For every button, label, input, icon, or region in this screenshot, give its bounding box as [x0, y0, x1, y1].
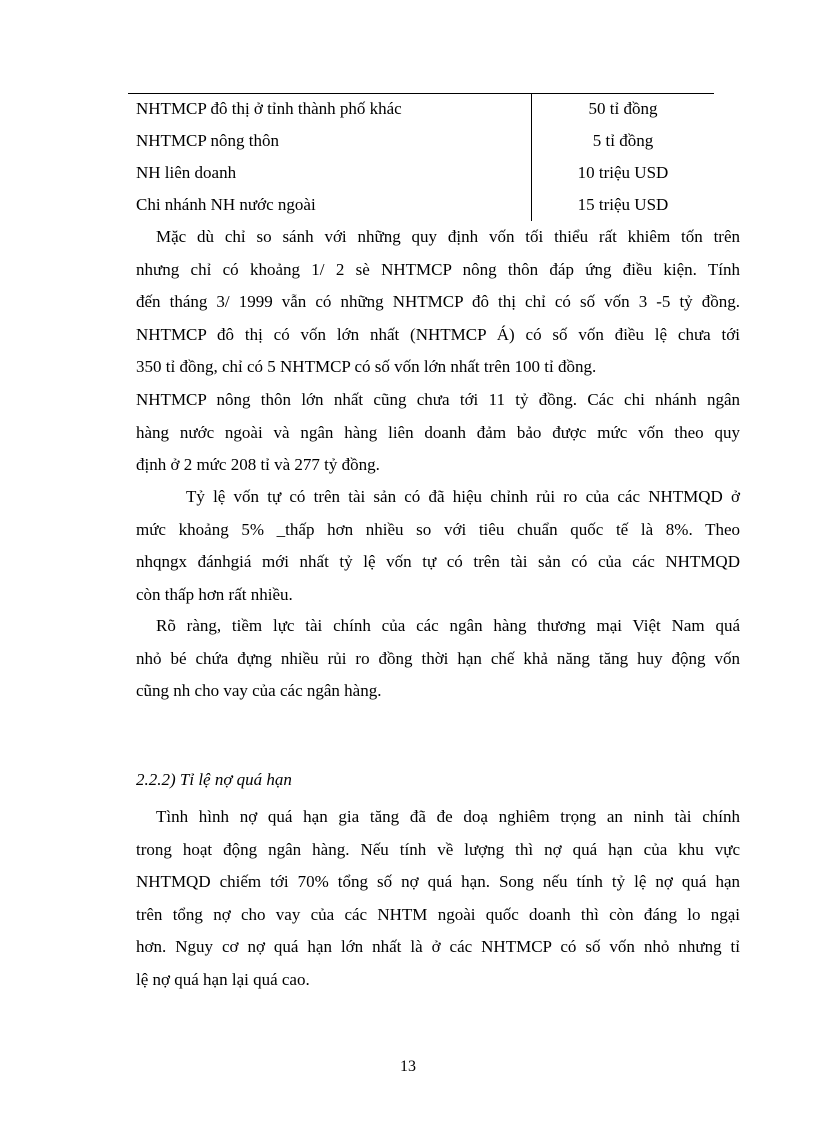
paragraph-capital-comparison [136, 221, 740, 384]
text-line: nhưng chỉ có khoảng 1/ 2 sè NHTMCP nông thôn đáp ứng điều kiện. Tính [136, 259, 740, 279]
text-line: Mặc dù chỉ so sánh với những quy định vốn tối thiểu rất khiêm tốn trên [156, 227, 740, 246]
paragraph-financial-capacity [136, 610, 740, 708]
table-cell-bank-type: NH liên doanh [136, 163, 237, 182]
table-cell-min-capital: 15 triệu USD [577, 195, 669, 214]
text-line: Tỷ lệ vốn tự có trên tài sản có đã hiệu chỉnh rủi ro của các NHTMQD ở [186, 487, 740, 506]
text-line: NHTMCP nông thôn lớn nhất cũng chưa tới 11 tỷ đồng. Các chi nhánh ngân [136, 390, 740, 409]
capital-table [128, 93, 714, 221]
text-line: cũng nh cho vay của các ngân hàng. [136, 681, 382, 700]
table-row [128, 93, 714, 125]
text-line: Rõ ràng, tiềm lực tài chính của các ngân hàng thương mại Việt Nam quá [156, 616, 740, 635]
table-row [128, 125, 714, 157]
text-line: NHTMCP đô thị có vốn lớn nhất (NHTMCP Á) có số vốn điều lệ chưa tới [136, 324, 740, 344]
table-row [128, 189, 714, 221]
table-cell-min-capital: 5 tỉ đồng [592, 131, 654, 150]
text-line: hơn. Nguy cơ nợ quá hạn lớn nhất là ở các NHTMCP có số vốn nhỏ nhưng tỉ [136, 937, 740, 956]
table-cell-bank-type: Chi nhánh NH nước ngoài [136, 195, 316, 214]
text-line: định ở 2 mức 208 tỉ và 277 tỷ đồng. [136, 455, 380, 474]
text-line: nhqngx đánhgiá mới nhất tỷ lệ vốn tự có trên tài sản có của các NHTMQD [136, 552, 740, 571]
paragraph-capital-ratio [136, 481, 740, 611]
table-cell-min-capital: 50 tỉ đồng [588, 99, 658, 118]
table-cell-min-capital: 10 triệu USD [577, 163, 669, 182]
text-line: hàng nước ngoài và ngân hàng liên doanh đảm bảo được mức vốn theo quy [136, 422, 740, 442]
text-line: 350 tỉ đồng, chỉ có 5 NHTMCP có số vốn lớn nhất trên 100 tỉ đồng. [136, 357, 597, 376]
paragraph-overdue-debt [136, 801, 740, 996]
paragraph-rural-banks [136, 384, 740, 482]
table-row [128, 157, 714, 189]
text-line: nhỏ bé chứa đựng nhiều rủi ro đồng thời hạn chế khả năng tăng huy động vốn [136, 648, 740, 668]
table-cell-bank-type: NHTMCP đô thị ở tỉnh thành phố khác [136, 99, 402, 118]
text-line: còn thấp hơn rất nhiều. [136, 584, 293, 604]
section-heading: 2.2.2) Tỉ lệ nợ quá hạn [136, 770, 292, 789]
text-line: lệ nợ quá hạn lại quá cao. [136, 969, 310, 989]
text-line: trong hoạt động ngân hàng. Nếu tính về lượng thì nợ quá hạn của khu vực [136, 839, 740, 859]
table-cell-bank-type: NHTMCP nông thôn [136, 131, 279, 150]
page-number: 13 [400, 1058, 416, 1075]
text-line: trên tổng nợ cho vay của các NHTM ngoài quốc doanh thì còn đáng lo ngại [136, 904, 740, 924]
text-line: mức khoảng 5% _thấp hơn nhiều so với tiêu chuẩn quốc tế là 8%. Theo [136, 519, 740, 539]
text-line: NHTMQD chiếm tới 70% tổng số nợ quá hạn. Song nếu tính tỷ lệ nợ quá hạn [136, 872, 740, 891]
text-line: Tình hình nợ quá hạn gia tăng đã đe doạ nghiêm trọng an ninh tài chính [156, 807, 740, 826]
text-line: đến tháng 3/ 1999 vẫn có những NHTMCP đô thị chỉ có số vốn 3 -5 tỷ đồng. [136, 292, 740, 311]
